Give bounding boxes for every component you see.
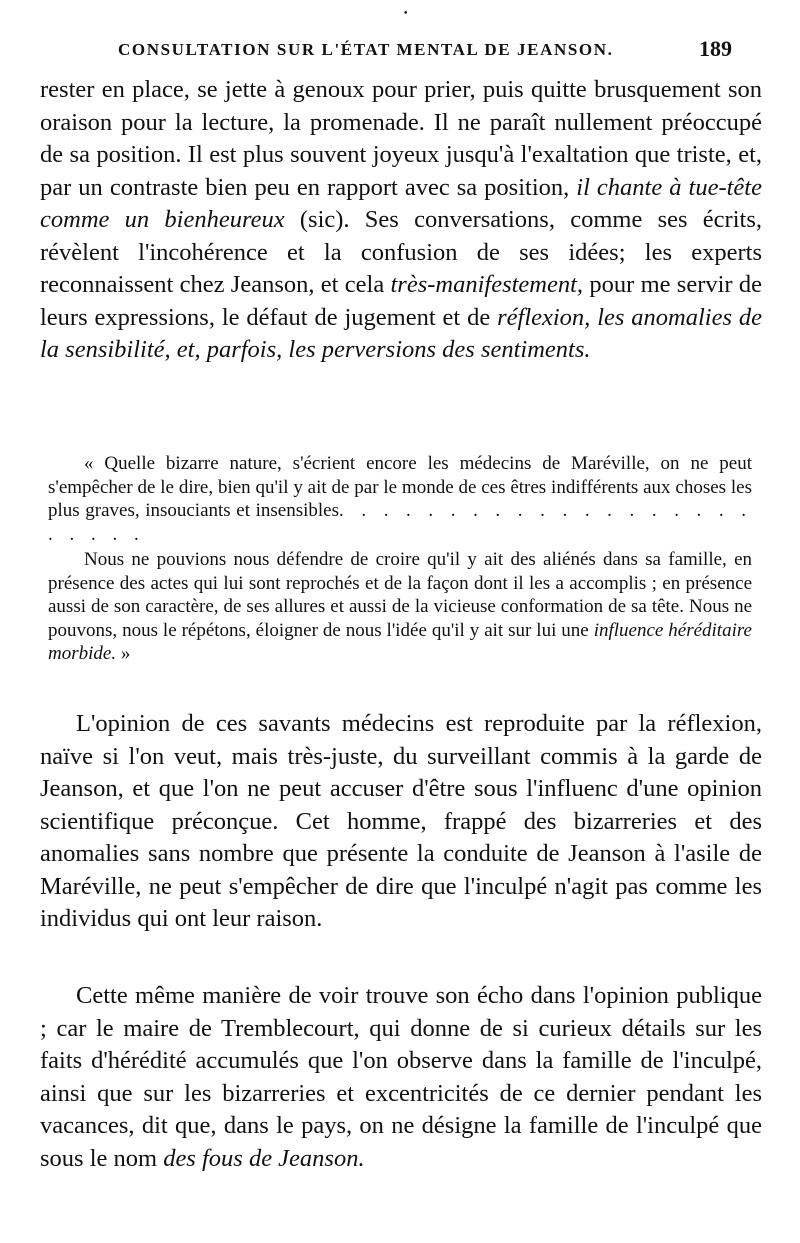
quote-2-closing: » bbox=[116, 643, 131, 664]
quote-2-italic: influence héréditaire morbide. bbox=[48, 619, 752, 664]
page-number: 189 bbox=[699, 36, 732, 61]
ellipsis-dots: . . . . . . . . . . . . . . . . . . . . . . . . bbox=[48, 500, 753, 545]
paragraph-1 bbox=[40, 74, 762, 367]
paragraph-1-text-3: pour me servir de leurs expressions, le défaut de jugement et de bbox=[40, 271, 762, 331]
paragraph-2-text: L'opinion de ces savants médecins est reproduite par la réflexion, naïve si l'on veut, mais très-juste, du surveillant commis à la garde de Jeanson, et que l'on ne peut accuser d'être sous l'influenc d'une opinion scientifique préconçue. Cet homme, frappé des bizarreries et des anomalies sans nombre que présente la conduite de Jeanson à l'asile de Maréville, ne peut s'empêcher de dire que l'inculpé n'agit pas comme les individus qui ont leur raison. bbox=[40, 710, 762, 932]
quote-1-text: « Quelle bizarre nature, s'écrient encore les médecins de Maréville, on ne peut s'empêcher de le dire, bien qu'il y ait de par le monde de ces êtres indifférents aux choses les plus graves, insouciants et insensibles bbox=[48, 453, 752, 521]
paragraph-1-italic-2: très-manifestement, bbox=[390, 271, 584, 298]
quote-paragraph-2 bbox=[48, 548, 752, 666]
top-mark: • bbox=[403, 9, 409, 19]
paragraph-3 bbox=[40, 980, 762, 1175]
paragraph-1-italic-1: il chante à tue-tête comme un bienheureux bbox=[40, 173, 762, 233]
paragraph-3-text: Cette même manière de voir trouve son écho dans l'opinion publique ; car le maire de Tremblecourt, qui donne de si curieux détails sur les faits d'hérédité accumulés que l'on observe dans la famille de l'inculpé, ainsi que sur les bizarreries et excentricités de ce dernier pendant les vacances, dit que, dans le pays, on ne désigne la famille de l'inculpé que sous le nom bbox=[40, 982, 762, 1172]
paragraph-1-text-1: rester en place, se jette à genoux pour prier, puis quitte brusquement son oraison pour la lecture, la promenade. Il ne paraît nullement préoccupé de sa position. Il est plus souvent joyeux jusqu'à l'exaltation que triste, et, par un contraste bien peu en rapport avec sa position, bbox=[40, 76, 762, 201]
paragraph-2 bbox=[40, 708, 762, 936]
paragraph-1-text-2: (sic). Ses conversations, comme ses écrits, révèlent l'incohérence et la confusion de ses idées; les experts reconnaissent chez Jeanson, et cela bbox=[40, 206, 762, 298]
paragraph-3-italic: des fous de Jeanson. bbox=[163, 1144, 365, 1172]
quote-paragraph-1 bbox=[48, 452, 752, 546]
quote-2-text: Nous ne pouvions nous défendre de croire qu'il y ait des aliénés dans sa famille, en présence des actes qui lui sont reprochés et de la façon dont il les a accomplis ; en présence aussi de son caractère, de ses allures et aussi de la vicieuse conformation de sa tête. Nous ne pouvons, nous le répétons, éloigner de nous l'idée qu'il y ait sur lui une bbox=[48, 549, 752, 641]
running-header bbox=[118, 36, 738, 66]
paragraph-1-italic-3: réflexion, les anomalies de la sensibilité, et, parfois, les perversions des sentiments. bbox=[40, 303, 763, 363]
running-title: CONSULTATION SUR L'ÉTAT MENTAL DE JEANSON. bbox=[118, 40, 614, 59]
